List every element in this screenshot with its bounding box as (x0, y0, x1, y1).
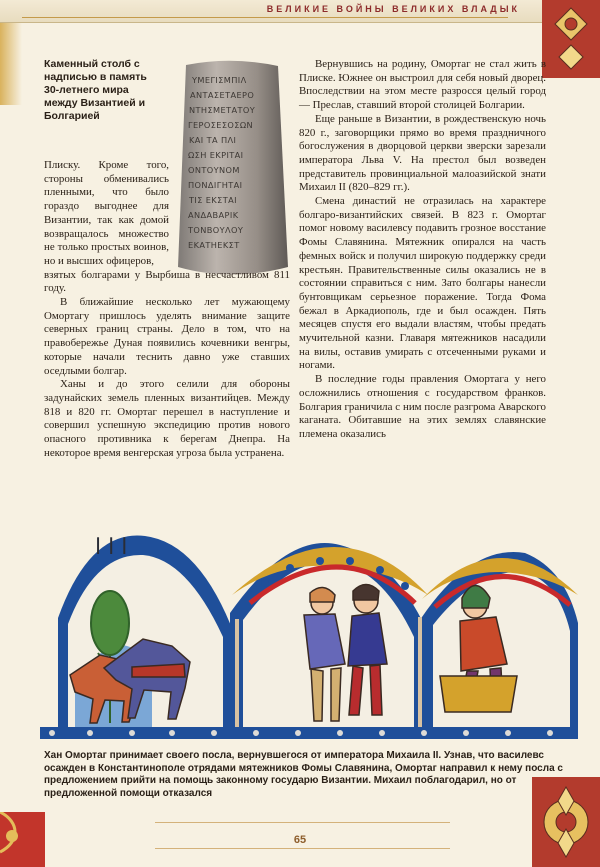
top-right-ornament (542, 0, 600, 78)
inscription-line: ΑΝΔΑΒΑΡΙΚ (188, 210, 239, 220)
footer-rule-top (155, 822, 450, 823)
paragraph: Смена династий не отразилась на характере болгаро-византийских связей. В 823 г. Омортаг помог новому василевсу подавить грозное восстание Фомы Славянина. Мятежник опирался на часть фемных войск и получил широкую поддержку среди крестьян. Правительственные силы оказались не в состоянии справиться с ним. Зато болгары нанесли бунтовщикам серьезное поражение. Тогда Фома бежал в Аркадиополь, где и был осажден. Пять месяцев спустя его выдали властям, чтобы предать мучительной казни. Главаря мятежников насадили на вилы, оставив умирать с отсеченными руками и ногами. (299, 195, 546, 372)
illustration-caption: Хан Омортаг принимает своего посла, вернувшегося от императора Михаила II. Узнав, что василевс осажден в Константинополе отрядами мятежников Фомы Славянина, Омортаг направил к нему посла с предложением прийти на помощь законному государю Византии. Михаил поблагодарил, но от предложенной помощи отказался (44, 750, 563, 799)
paragraph-continued-wide: взятых болгарами у Вырбиша в несчастливом 811 году. (44, 268, 290, 295)
khan-audience-illustration (40, 511, 578, 744)
bottom-left-ornament (0, 812, 45, 867)
inscription-line: ΥΜΕΓΙΣΜΠΙΛ (192, 75, 247, 85)
inscription-line: ΑΝΤΑΣΕΤΑΕΡΟ (190, 90, 255, 100)
inscription-line: ΟΝΤΟΥΝΟΜ (188, 165, 240, 175)
paragraph: В последние годы правления Омортага у него осложнились отношения с государством франков. Болгария граничила с ним после разгрома Аварского каганата. Обитавшие на этих землях славянские племена оказались (299, 373, 546, 440)
inscription-line: ΠΟΝΔΙΓΗΤΑΙ (188, 180, 243, 190)
inscription-line: ΤΟΝΒΟΥΛΟΥ (188, 225, 244, 235)
text-column-right (299, 58, 546, 442)
paragraph: Еще раньше в Византии, в рождественскую ночь 820 г., заговорщики прямо во время праздничного богослужения в дворцовой церкви зверски зарезали императора Льва V. На престол был возведен представитель провинциальной малоазийской знати Михаил II (820–829 гг.). (299, 112, 546, 194)
photo-caption: Каменный столб с надписью в память 30-летнего мира между Византией и Болгарией (44, 58, 147, 122)
svg-text:ﺍ ﺍ ﺍ: ﺍ ﺍ ﺍ (95, 535, 128, 560)
inscription-line: ΝΤΗΣΜΕΤΑΤΟΥ (189, 105, 256, 115)
running-header (0, 0, 600, 23)
inscription-line: ΓΕΡΟΣΕΣΟΣΩΝ (188, 120, 254, 130)
page-number: 65 (293, 834, 307, 846)
inscription-line: ΩΣΗ ΕΚΡΙΤΑΙ (188, 150, 244, 160)
inscription-line: ΕΚΑΤΗΕΚΣΤ (188, 240, 240, 250)
paragraph: Ханы и до этого селили для обороны задунайских земель пленных византийцев. Между 818 и 820 гг. Омортаг перешел в наступление и совершил успешную экспедицию против нового опасного противника к берегам Днепра. На некоторое время венгерская угроза была устранена. (44, 378, 290, 459)
inscription-line: ΚΑΙ ΤΑ ΠΛΙ (189, 135, 237, 145)
footer-rule-bottom (155, 848, 450, 849)
paragraph: В ближайшие несколько лет мужающему Омортагу пришлось уделять внимание защите северных границ страны. Дело в том, что на правобережье Дуная появились кочевники венгры, которые начали теснить давно уже ставших оседлыми болгар. (44, 296, 290, 377)
inscription-line: ΤΙΣ ΕΚΣΤΑΙ (189, 195, 237, 205)
text-column-left (44, 159, 290, 460)
header-rule (22, 17, 508, 18)
paragraph-continued: Плиску. Кроме того, стороны обменивались пленными, что было гораздо выгоднее для Византии, так как домой возвращалось множество не только простых воинов, но и высших офицеров, (44, 159, 169, 267)
paragraph: Вернувшись на родину, Омортаг не стал жить в Плиске. Южнее он выстроил для себя новый дворец. Впоследствии на этом месте разросся целый город — Преслав, ставший второй столицей Болгарии. (299, 58, 546, 112)
running-title: ВЕЛИКИЕ ВОЙНЫ ВЕЛИКИХ ВЛАДЫК (266, 4, 520, 14)
